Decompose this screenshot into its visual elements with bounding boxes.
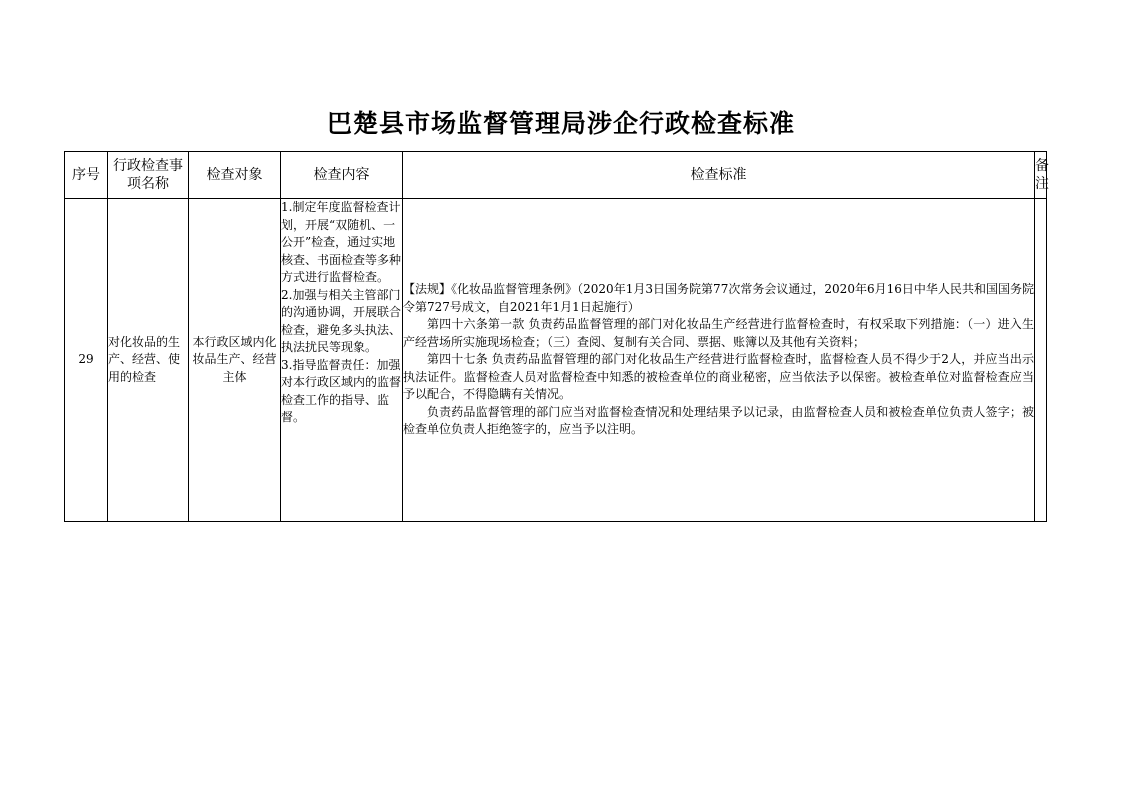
- content-item-2: 2.加强与相关主管部门的沟通协调，开展联合检查，避免多头执法、执法扰民等现象。: [281, 287, 402, 354]
- standard-regulation: 【法规】《化妆品监督管理条例》（2020年1月3日国务院第77次常务会议通过，2020年6月16日中华人民共和国国务院令第727号成文，自2021年1月1日起施行）: [403, 282, 1034, 314]
- cell-object: 本行政区域内化妆品生产、经营主体: [189, 199, 281, 522]
- table-header-row: [65, 152, 1047, 199]
- content-item-1: 1.制定年度监督检查计划，开展“双随机、一公开”检查，通过实地核查、书面检查等多种方式进行监督检查。: [281, 200, 402, 284]
- standard-article-47-record: 负责药品监督管理的部门应当对监督检查情况和处理结果予以记录，由监督检查人员和被检查单位负责人签字；被检查单位负责人拒绝签字的，应当予以注明。: [403, 404, 1034, 437]
- cell-seq: 29: [65, 199, 108, 522]
- standard-article-46: 第四十六条第一款 负责药品监督管理的部门对化妆品生产经营进行监督检查时，有权采取下列措施：（一）进入生产经营场所实施现场检查；（三）查阅、复制有关合同、票据、账簿以及其他有关资料；: [403, 317, 1034, 349]
- cell-content: [281, 199, 403, 522]
- header-standard: 检查标准: [403, 152, 1035, 199]
- cell-standard: [403, 199, 1035, 522]
- document-title: 巴楚县市场监督管理局涉企行政检查标准: [326, 109, 795, 138]
- cell-note: [1035, 199, 1047, 522]
- standard-article-47: 第四十七条 负责药品监督管理的部门对化妆品生产经营进行监督检查时，监督检查人员不得少于2人，并应当出示执法证件。监督检查人员对监督检查中知悉的被检查单位的商业秘密，应当依法予以保密。被检查单位对监督检查应当予以配合，不得隐瞒有关情况。: [403, 352, 1034, 402]
- header-item-name: 行政检查事项名称: [108, 152, 189, 199]
- inspection-standards-table: [64, 151, 1047, 522]
- header-note: 备注: [1035, 152, 1047, 199]
- header-object: 检查对象: [189, 152, 281, 199]
- table-row: [65, 199, 1047, 522]
- cell-item-name: 对化妆品的生产、经营、使用的检查: [108, 199, 189, 522]
- header-seq: 序号: [65, 152, 108, 199]
- content-item-3: 3.指导监督责任：加强对本行政区域内的监督检查工作的指导、监督。: [281, 357, 402, 424]
- header-content: 检查内容: [281, 152, 403, 199]
